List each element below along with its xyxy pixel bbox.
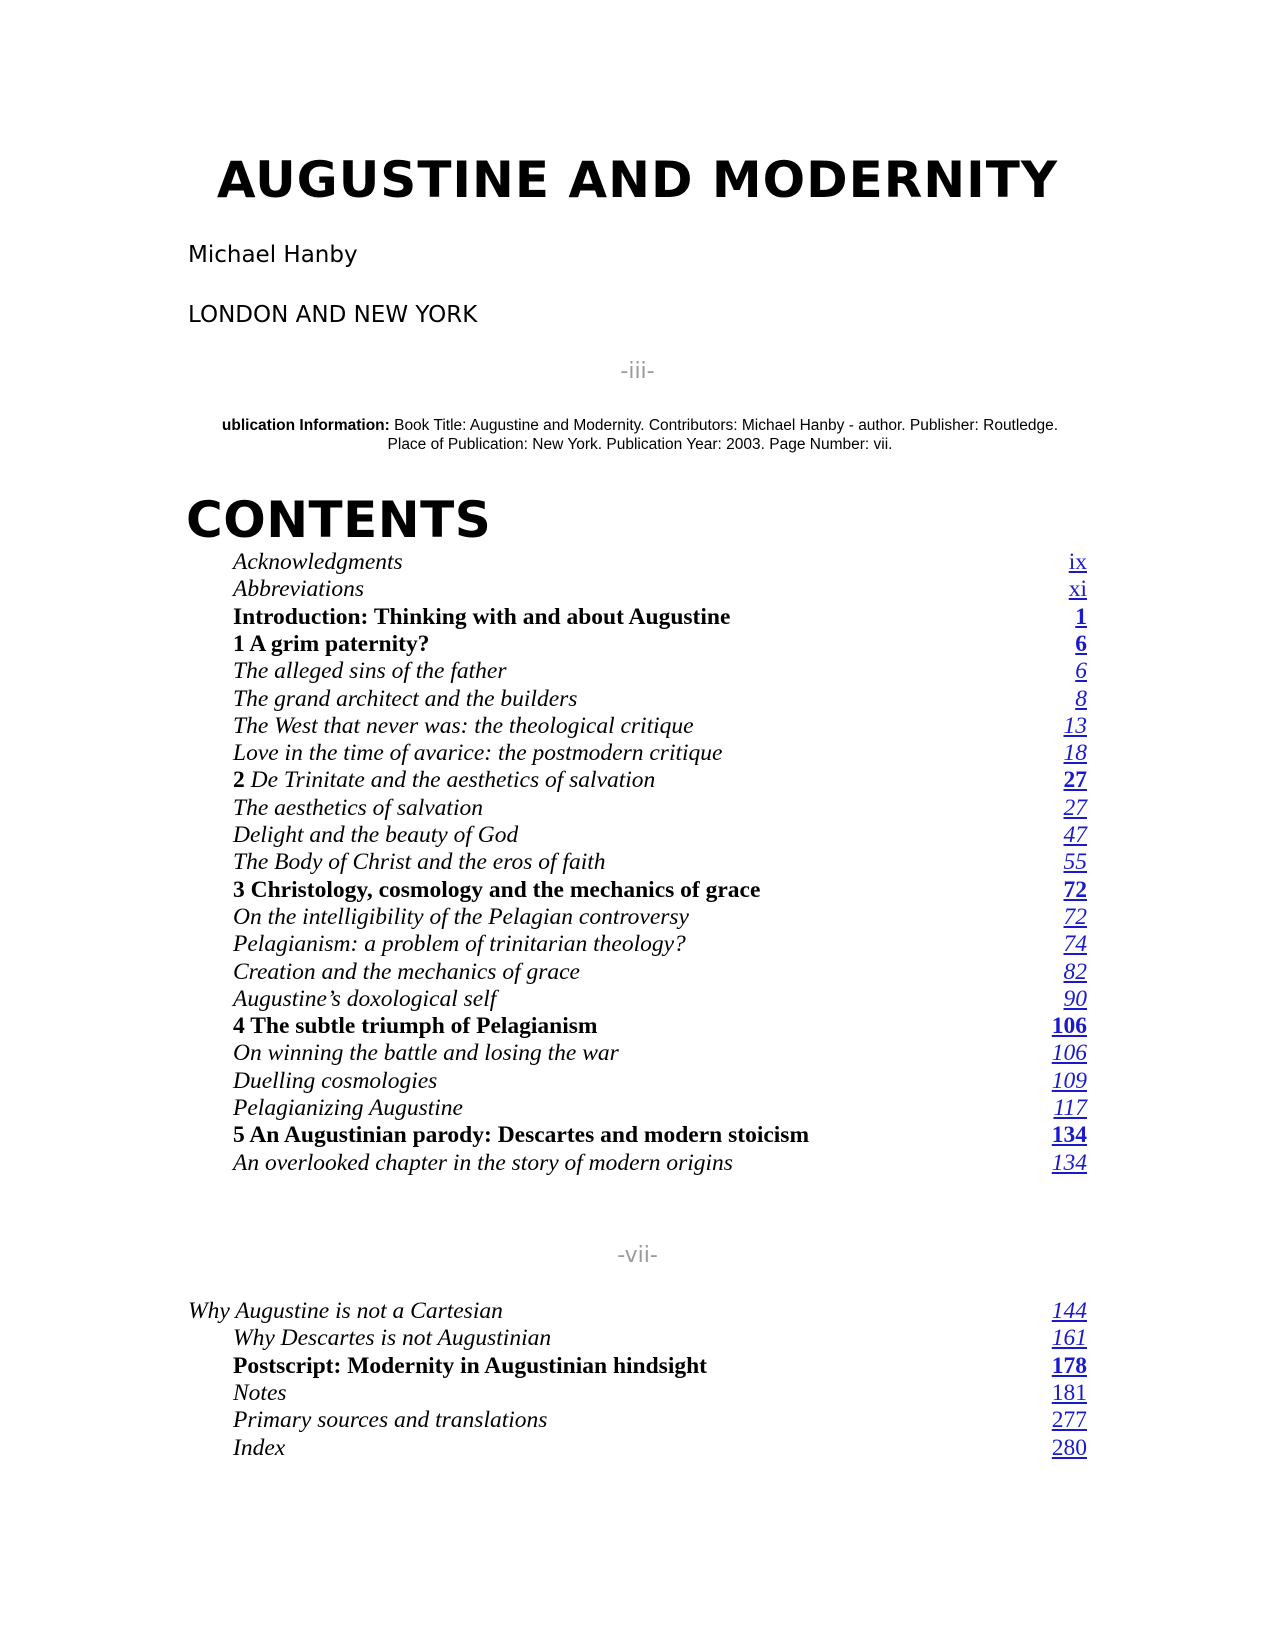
toc-entry <box>0 1434 1275 1463</box>
book-author: Michael Hanby <box>188 242 358 268</box>
toc-entry-label: The alleged sins of the father <box>233 658 507 685</box>
toc-entry-label: Duelling cosmologies <box>233 1067 438 1094</box>
toc-page-link[interactable]: 55 <box>1063 849 1087 876</box>
toc-entry-label: On the intelligibility of the Pelagian controversy <box>233 903 689 930</box>
toc-entry-title <box>233 1012 598 1041</box>
toc-page-link[interactable]: 144 <box>1051 1298 1087 1324</box>
book-title: AUGUSTINE AND MODERNITY <box>216 151 1059 209</box>
toc-entry <box>0 930 1275 959</box>
toc-page-link[interactable]: 90 <box>1063 985 1087 1012</box>
toc-entry <box>0 1094 1275 1123</box>
toc-entry-label: Pelagianizing Augustine <box>233 1095 463 1121</box>
toc-entry-title <box>233 1324 551 1353</box>
toc-page-link[interactable]: 134 <box>1051 1122 1087 1149</box>
toc-page-link[interactable]: 13 <box>1063 712 1087 739</box>
toc-page-link[interactable]: 178 <box>1051 1352 1087 1379</box>
toc-entry-title <box>233 1094 463 1123</box>
toc-entry-title <box>233 548 403 577</box>
toc-entry-label: 4 The subtle triumph of Pelagianism <box>233 1013 598 1040</box>
toc-entry <box>0 1297 1275 1326</box>
toc-entry-title <box>233 1149 733 1178</box>
contents-heading: CONTENTS <box>186 491 492 549</box>
toc-entry-label: The West that never was: the theological critique <box>233 712 694 739</box>
toc-entry <box>0 712 1275 741</box>
toc-page-link[interactable]: 106 <box>1051 1013 1087 1040</box>
toc-page-link[interactable]: 277 <box>1051 1407 1087 1434</box>
publication-info-text: Book Title: Augustine and Modernity. Contributors: Michael Hanby - author. Publisher: Routledge. Place of Publication: New York. Publication Year: 2003. Page Number: vii. <box>387 417 1059 453</box>
toc-page-link[interactable]: 117 <box>1053 1095 1087 1121</box>
toc-entry <box>0 903 1275 932</box>
toc-entry <box>0 739 1275 768</box>
toc-entry <box>0 1121 1275 1150</box>
toc-entry-title <box>233 685 577 714</box>
publication-place: LONDON AND NEW YORK <box>188 302 478 328</box>
toc-entry <box>0 794 1275 823</box>
toc-page-link[interactable]: 106 <box>1051 1040 1087 1067</box>
toc-entry <box>0 1379 1275 1408</box>
toc-entry-title <box>233 712 694 741</box>
toc-entry-title <box>233 575 364 604</box>
toc-entry-title <box>233 603 730 632</box>
toc-page-link[interactable]: 6 <box>1075 658 1087 685</box>
toc-entry-title <box>233 1067 437 1096</box>
toc-page-link[interactable]: 82 <box>1063 958 1087 985</box>
toc-entry-title <box>188 1297 503 1326</box>
toc-entry <box>0 1039 1275 1068</box>
toc-entry-title <box>233 1434 285 1463</box>
toc-entry-title <box>233 1039 619 1068</box>
toc-entry-title <box>233 794 483 823</box>
toc-entry <box>0 958 1275 987</box>
toc-entry-label: The aesthetics of salvation <box>233 794 483 821</box>
toc-page-link[interactable]: 18 <box>1063 740 1087 767</box>
toc-entry <box>0 1324 1275 1353</box>
toc-entry-label: 1 A grim paternity? <box>233 630 430 657</box>
toc-entry-label: 5 An Augustinian parody: Descartes and modern stoicism <box>233 1122 810 1149</box>
toc-entry-label: Postscript: Modernity in Augustinian hindsight <box>233 1352 708 1379</box>
toc-entry <box>0 766 1275 795</box>
toc-page-link[interactable]: 161 <box>1051 1325 1087 1352</box>
toc-entry-label: Acknowledgments <box>233 549 403 575</box>
toc-entry-title <box>233 1121 809 1150</box>
toc-page-link[interactable]: 47 <box>1063 822 1087 848</box>
toc-entry-title <box>233 766 655 795</box>
toc-entry-label: Why Descartes is not Augustinian <box>233 1325 552 1352</box>
toc-chapter-number: 2 <box>233 767 251 794</box>
toc-entry-label: Why Augustine is not a Cartesian <box>188 1298 503 1324</box>
toc-page-link[interactable]: 134 <box>1051 1149 1087 1176</box>
toc-entry-title <box>233 903 689 932</box>
toc-page-link[interactable]: 280 <box>1051 1434 1087 1461</box>
toc-entry-title <box>233 1406 547 1435</box>
toc-entry <box>0 575 1275 604</box>
toc-entry <box>0 685 1275 714</box>
toc-entry <box>0 985 1275 1014</box>
toc-page-link[interactable]: 109 <box>1051 1067 1087 1094</box>
toc-page-link[interactable]: ix <box>1068 549 1087 575</box>
toc-entry <box>0 1067 1275 1096</box>
toc-entry-title <box>233 630 429 659</box>
toc-entry <box>0 657 1275 686</box>
toc-page-link[interactable]: 181 <box>1051 1379 1087 1406</box>
toc-entry-title <box>233 958 580 987</box>
toc-page-link[interactable]: 27 <box>1063 794 1087 821</box>
toc-page-link[interactable]: 1 <box>1075 603 1087 630</box>
toc-entry <box>0 1352 1275 1381</box>
toc-entry-label: Delight and the beauty of God <box>233 822 519 848</box>
toc-entry-label: De Trinitate and the aesthetics of salvation <box>250 767 656 794</box>
toc-entry-title <box>233 930 686 959</box>
toc-entry-label: Abbreviations <box>233 576 364 603</box>
toc-entry <box>0 821 1275 850</box>
toc-entry-label: Notes <box>233 1379 287 1406</box>
toc-entry <box>0 630 1275 659</box>
toc-entry <box>0 848 1275 877</box>
toc-entry-label: Creation and the mechanics of grace <box>233 958 580 985</box>
toc-page-link[interactable]: 72 <box>1063 903 1087 930</box>
toc-entry-title <box>233 876 760 905</box>
toc-page-link[interactable]: xi <box>1068 576 1087 603</box>
toc-entry-label: The Body of Christ and the eros of faith <box>233 849 606 876</box>
toc-entry <box>0 1149 1275 1178</box>
page-marker-vii: -vii- <box>617 1243 658 1268</box>
toc-entry-label: Introduction: Thinking with and about Augustine <box>233 603 731 630</box>
toc-entry-label: An overlooked chapter in the story of modern origins <box>233 1149 733 1176</box>
toc-entry-title <box>233 848 606 877</box>
toc-entry-label: Primary sources and translations <box>233 1407 548 1434</box>
toc-entry <box>0 876 1275 905</box>
toc-entry <box>0 548 1275 577</box>
toc-entry-label: Pelagianism: a problem of trinitarian theology? <box>233 931 686 958</box>
toc-entry-label: The grand architect and the builders <box>233 685 578 712</box>
toc-entry-title <box>233 657 507 686</box>
toc-entry-title <box>233 739 722 768</box>
toc-entry <box>0 1012 1275 1041</box>
toc-page-link[interactable]: 74 <box>1063 931 1087 958</box>
toc-entry <box>0 1406 1275 1435</box>
toc-page-link[interactable]: 8 <box>1075 685 1087 712</box>
toc-entry-title <box>233 985 496 1014</box>
toc-page-link[interactable]: 6 <box>1075 630 1087 657</box>
toc-entry-title <box>233 821 518 850</box>
toc-entry-label: Index <box>233 1434 286 1461</box>
toc-entry-title <box>233 1379 287 1408</box>
publication-info <box>210 416 1070 454</box>
page-marker-iii: -iii- <box>620 359 655 384</box>
toc-entry-label: On winning the battle and losing the war <box>233 1040 619 1067</box>
toc-entry-title <box>233 1352 707 1381</box>
toc-entry-label: Augustine’s doxological self <box>233 985 497 1012</box>
toc-entry-label: 3 Christology, cosmology and the mechanics of grace <box>233 876 761 903</box>
toc-page-link[interactable]: 27 <box>1063 767 1087 794</box>
toc-page-link[interactable]: 72 <box>1063 876 1087 903</box>
publication-info-label: ublication Information: <box>221 417 390 434</box>
toc-entry-label: Love in the time of avarice: the postmodern critique <box>233 740 723 767</box>
toc-entry <box>0 603 1275 632</box>
